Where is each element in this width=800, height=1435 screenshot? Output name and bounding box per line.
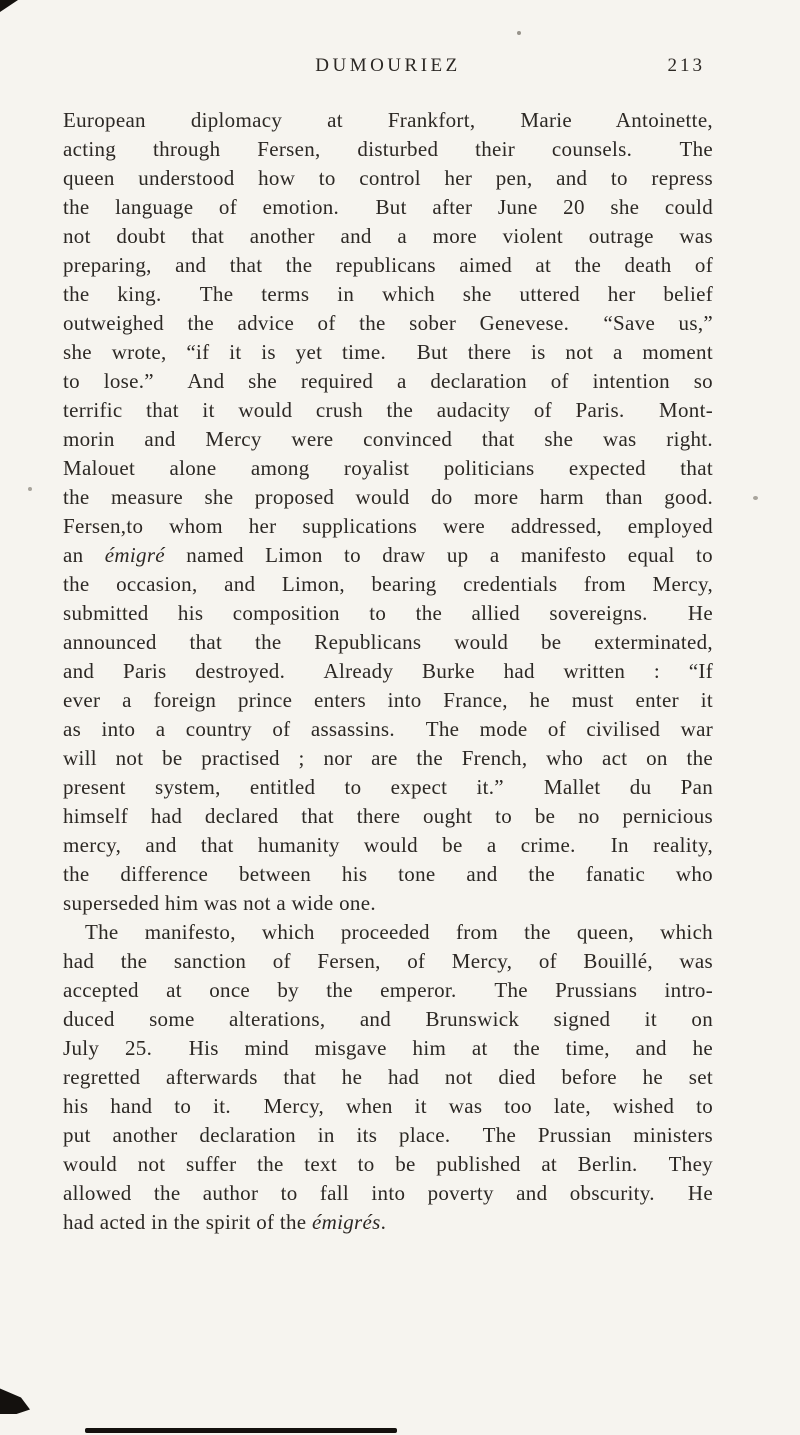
text-line [63,1179,713,1208]
text-line [63,251,713,280]
text-block [63,106,713,1237]
text-run: submitted his composition to the allied sovereigns. He [63,601,713,625]
text-run: the king. The terms in which she uttered her belief [63,282,713,306]
text-line [63,918,713,947]
text-line [63,715,713,744]
scan-line-bottom [85,1428,397,1433]
text-line [63,483,713,512]
text-run: and Paris destroyed. Already Burke had written : “If [63,659,713,683]
scan-mark-bottom-left [0,1384,30,1414]
text-run: accepted at once by the emperor. The Prussians intro- [63,978,713,1002]
text-run: the difference between his tone and the fanatic who [63,862,713,886]
dust-speck [517,31,521,35]
text-run: not doubt that another and a more violent outrage was [63,224,713,248]
text-run: would not suffer the text to be published at Berlin. They [63,1152,713,1176]
text-run: the measure she proposed would do more harm than good. [63,485,713,509]
text-line [63,976,713,1005]
text-run: preparing, and that the republicans aimed at the death of [63,253,713,277]
text-line [63,570,713,599]
text-line [63,541,713,570]
text-line [63,599,713,628]
text-line [63,947,713,976]
text-run: European diplomacy at Frankfort, Marie Antoinette, [63,108,713,132]
text-line [63,338,713,367]
text-run: an [63,543,105,567]
text-line [63,425,713,454]
text-line [63,512,713,541]
text-line [63,628,713,657]
text-run: mercy, and that humanity would be a crime. In reality, [63,833,713,857]
text-run: announced that the Republicans would be exterminated, [63,630,713,654]
dust-speck [753,496,758,500]
text-line [63,367,713,396]
text-run: named Limon to draw up a manifesto equal to [164,543,713,567]
text-column [63,55,713,1237]
text-line [63,1208,713,1237]
running-title: DUMOURIEZ [315,55,461,76]
text-line [63,396,713,425]
text-run: had the sanction of Fersen, of Mercy, of Bouillé, was [63,949,713,973]
text-run: will not be practised ; nor are the French, who act on the [63,746,713,770]
text-line [63,164,713,193]
scan-mark-top-left [0,0,18,12]
text-line [63,1121,713,1150]
text-line [63,1092,713,1121]
text-line [63,193,713,222]
text-run: outweighed the advice of the sober Genevese. “Save us,” [63,311,713,335]
text-line [63,773,713,802]
text-run: she wrote, “if it is yet time. But there is not a moment [63,340,713,364]
text-run: the language of emotion. But after June 20 she could [63,195,713,219]
text-run: Fersen,to whom her supplications were addressed, employed [63,514,713,538]
text-line [63,657,713,686]
text-line [63,802,713,831]
text-run: duced some alterations, and Brunswick signed it on [63,1007,713,1031]
text-run: as into a country of assassins. The mode of civilised war [63,717,713,741]
text-run: present system, entitled to expect it.” Mallet du Pan [63,775,713,799]
italic-text: émigré [104,543,165,567]
text-line [63,222,713,251]
text-run: regretted afterwards that he had not died before he set [63,1065,713,1089]
text-line [63,280,713,309]
text-run: The manifesto, which proceeded from the queen, which [85,920,713,944]
paragraph [63,106,713,918]
text-line [63,686,713,715]
text-line [63,1150,713,1179]
text-line [63,1005,713,1034]
text-line [63,1034,713,1063]
text-run: superseded him was not a wide one. [63,891,376,915]
text-run: acting through Fersen, disturbed their counsels. The [63,137,713,161]
text-line [63,831,713,860]
text-run: put another declaration in its place. The Prussian ministers [63,1123,713,1147]
text-line [63,1063,713,1092]
page-header [63,55,713,81]
text-run: Malouet alone among royalist politicians expected that [63,456,713,480]
text-run: terrific that it would crush the audacity of Paris. Mont- [63,398,713,422]
text-line [63,454,713,483]
italic-text: émigrés [311,1210,381,1234]
text-run: the occasion, and Limon, bearing credentials from Mercy, [63,572,713,596]
text-line [63,309,713,338]
text-run: his hand to it. Mercy, when it was too late, wished to [63,1094,713,1118]
text-line [63,860,713,889]
text-run: himself had declared that there ought to be no pernicious [63,804,713,828]
text-run: July 25. His mind misgave him at the time, and he [63,1036,713,1060]
text-line [63,744,713,773]
dust-speck [28,487,32,491]
text-run: allowed the author to fall into poverty and obscurity. He [63,1181,713,1205]
text-run: ever a foreign prince enters into France, he must enter it [63,688,713,712]
paragraph [63,918,713,1237]
text-line [63,106,713,135]
text-line [63,889,713,918]
text-run: had acted in the spirit of the [63,1210,312,1234]
text-run: . [380,1210,387,1234]
page-number: 213 [667,55,705,76]
text-run: queen understood how to control her pen, and to repress [63,166,713,190]
text-run: to lose.” And she required a declaration of intention so [63,369,713,393]
text-run: morin and Mercy were convinced that she was right. [63,427,713,451]
text-line [63,135,713,164]
